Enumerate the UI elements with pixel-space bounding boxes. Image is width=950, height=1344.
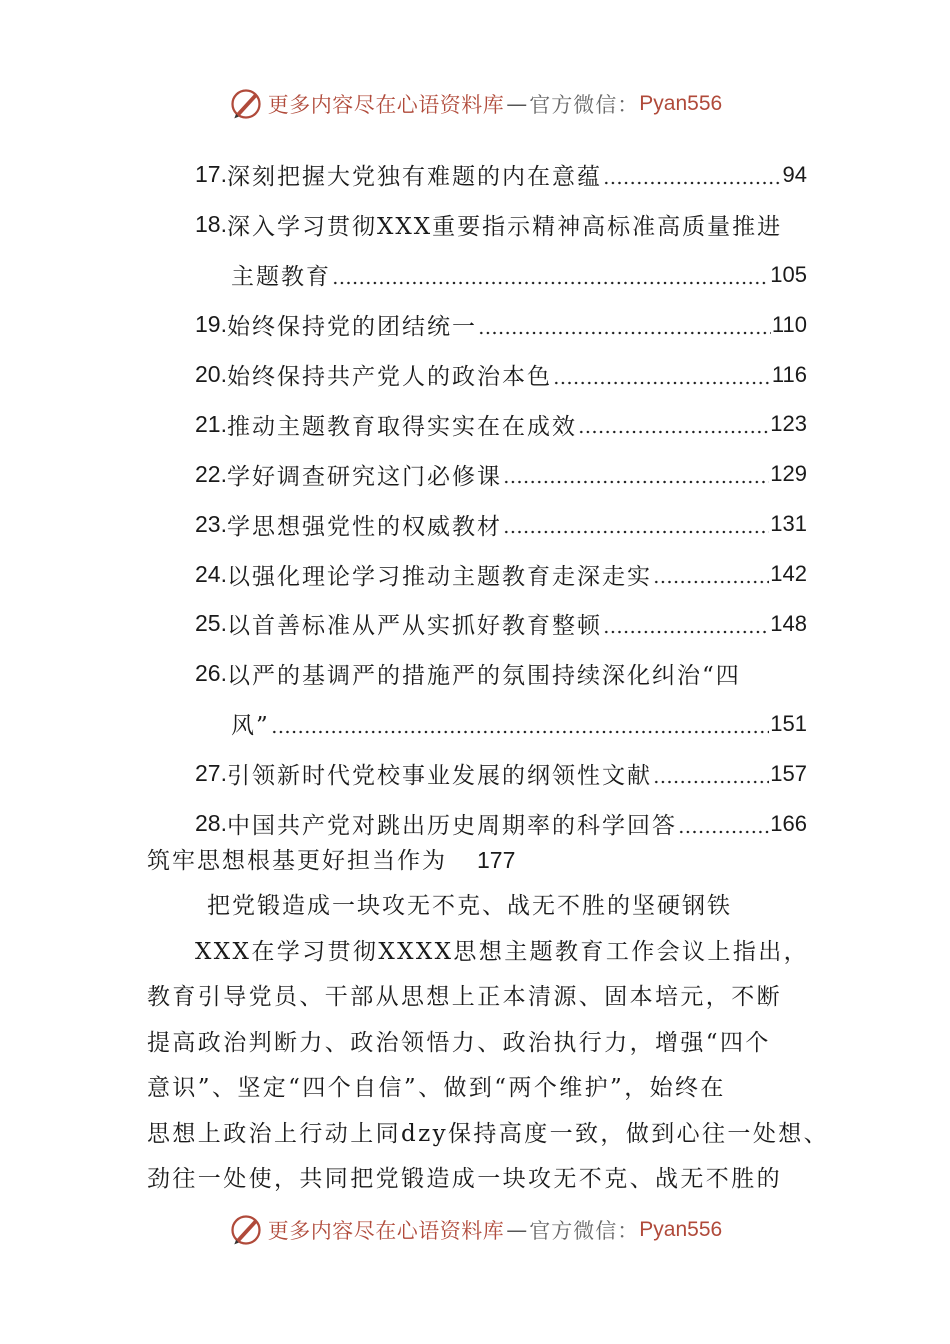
toc-extra-page: 177 — [477, 847, 516, 873]
toc-leader-dots — [332, 264, 769, 286]
toc-title: 主题教育 — [231, 264, 331, 291]
pen-logo-icon — [228, 86, 264, 122]
toc-number: 18. — [195, 211, 227, 238]
article-body — [147, 884, 830, 1203]
paragraph-line: 思想上政治上行动上同dzy保持高度一致，做到心往一处想、 — [147, 1120, 830, 1147]
toc-number: 23. — [195, 510, 227, 537]
toc-entry — [195, 300, 807, 350]
toc-extra-title: 筑牢思想根基更好担当作为 — [147, 848, 447, 874]
toc-title: 始终保持党的团结统一 — [226, 314, 477, 341]
toc-title: 以首善标准从严从实抓好教育整顿 — [226, 613, 602, 640]
toc-number: 20. — [195, 361, 227, 387]
toc-leader-dots — [603, 613, 769, 635]
toc-entry — [195, 399, 807, 449]
toc-entry-continuation — [195, 250, 807, 300]
toc-number: 24. — [195, 560, 227, 587]
toc-title: 深入学习贯彻XXX重要指示精神高标准高质量推进 — [226, 214, 783, 241]
toc-page-number: 129 — [770, 461, 807, 487]
toc-entry — [195, 200, 807, 250]
toc-number: 25. — [195, 610, 227, 637]
watermark-account-label: 官方微信： — [529, 93, 640, 117]
toc-title: 以强化理论学习推动主题教育走深走实 — [226, 563, 652, 590]
toc-number: 17. — [195, 161, 227, 188]
toc-title: 学思想强党性的权威教材 — [226, 513, 502, 540]
toc-leader-dots — [603, 164, 782, 186]
toc-title: 深刻把握大党独有难题的内在意蕴 — [226, 164, 602, 191]
watermark-account-id: Pyan556 — [639, 92, 723, 115]
toc-title: 学好调查研究这门必修课 — [226, 463, 502, 490]
toc-page-number: 157 — [770, 760, 807, 786]
toc-leader-dots — [478, 314, 771, 336]
toc-leader-dots — [271, 713, 770, 735]
watermark-banner-bottom — [0, 1208, 950, 1252]
watermark-account-label: 官方微信： — [529, 1219, 640, 1243]
toc-page-number: 105 — [770, 261, 807, 287]
toc-extra-entry — [147, 842, 515, 875]
toc-entry — [195, 449, 807, 499]
toc-leader-dots — [578, 413, 769, 435]
toc-page-number: 142 — [770, 561, 807, 587]
pen-logo-icon — [228, 1212, 264, 1248]
toc-entry — [195, 350, 807, 400]
toc-number: 21. — [195, 410, 227, 437]
toc-number: 22. — [195, 460, 227, 487]
toc-entry — [195, 499, 807, 549]
watermark-text: 更多内容尽在心语资料库 — [267, 1219, 505, 1243]
paragraph-line: 提高政治判断力、政治领悟力、政治执行力，增强“四个 — [147, 1029, 771, 1056]
paragraph-line: XXX在学习贯彻XXXX思想主题教育工作会议上指出， — [195, 938, 810, 965]
toc-page-number: 151 — [770, 710, 807, 736]
paragraph-line: 劲往一处使，共同把党锻造成一块攻无不克、战无不胜的 — [147, 1166, 782, 1192]
toc-entry-continuation — [195, 699, 807, 749]
toc-entry — [195, 599, 807, 649]
watermark-dash: — — [506, 1218, 528, 1242]
toc-page-number: 110 — [771, 311, 807, 337]
toc-title: 始终保持共产党人的政治本色 — [226, 364, 552, 390]
toc-entry — [195, 150, 807, 200]
toc-page-number: 166 — [770, 810, 807, 836]
toc-entry — [195, 799, 807, 849]
toc-title: 中国共产党对跳出历史周期率的科学回答 — [226, 813, 677, 840]
toc-page-number: 123 — [770, 411, 807, 437]
toc-number: 26. — [195, 660, 227, 687]
toc-number: 27. — [195, 760, 227, 787]
toc-entry — [195, 649, 807, 699]
watermark-account-id: Pyan556 — [639, 1218, 723, 1241]
toc-leader-dots — [678, 813, 769, 835]
toc-title: 引领新时代党校事业发展的纲领性文献 — [226, 763, 652, 790]
toc-leader-dots — [553, 364, 771, 386]
paragraph-line: 意识”、坚定“四个自信”、做到“两个维护”，始终在 — [147, 1075, 726, 1101]
toc-entry — [195, 549, 807, 599]
toc-leader-dots — [653, 563, 769, 585]
toc-leader-dots — [653, 763, 769, 785]
toc-page-number: 148 — [770, 610, 807, 636]
toc-entry — [195, 749, 807, 799]
article-heading: 把党锻造成一块攻无不克、战无不胜的坚硬钢铁 — [207, 893, 732, 919]
toc-title: 风” — [231, 713, 270, 740]
watermark-banner-top — [0, 82, 950, 126]
table-of-contents — [195, 150, 807, 848]
watermark-dash: — — [506, 92, 528, 116]
toc-number: 28. — [195, 810, 227, 837]
toc-page-number: 131 — [770, 511, 807, 537]
toc-leader-dots — [503, 463, 769, 485]
toc-leader-dots — [503, 513, 769, 535]
watermark-text: 更多内容尽在心语资料库 — [267, 93, 505, 117]
toc-page-number: 116 — [771, 361, 807, 387]
toc-page-number: 94 — [782, 161, 807, 187]
toc-number: 19. — [195, 311, 227, 338]
paragraph-line: 教育引导党员、干部从思想上正本清源、固本培元，不断 — [147, 984, 782, 1010]
toc-title: 推动主题教育取得实实在在成效 — [226, 413, 577, 440]
toc-title: 以严的基调严的措施严的氛围持续深化纠治“四 — [226, 663, 741, 690]
